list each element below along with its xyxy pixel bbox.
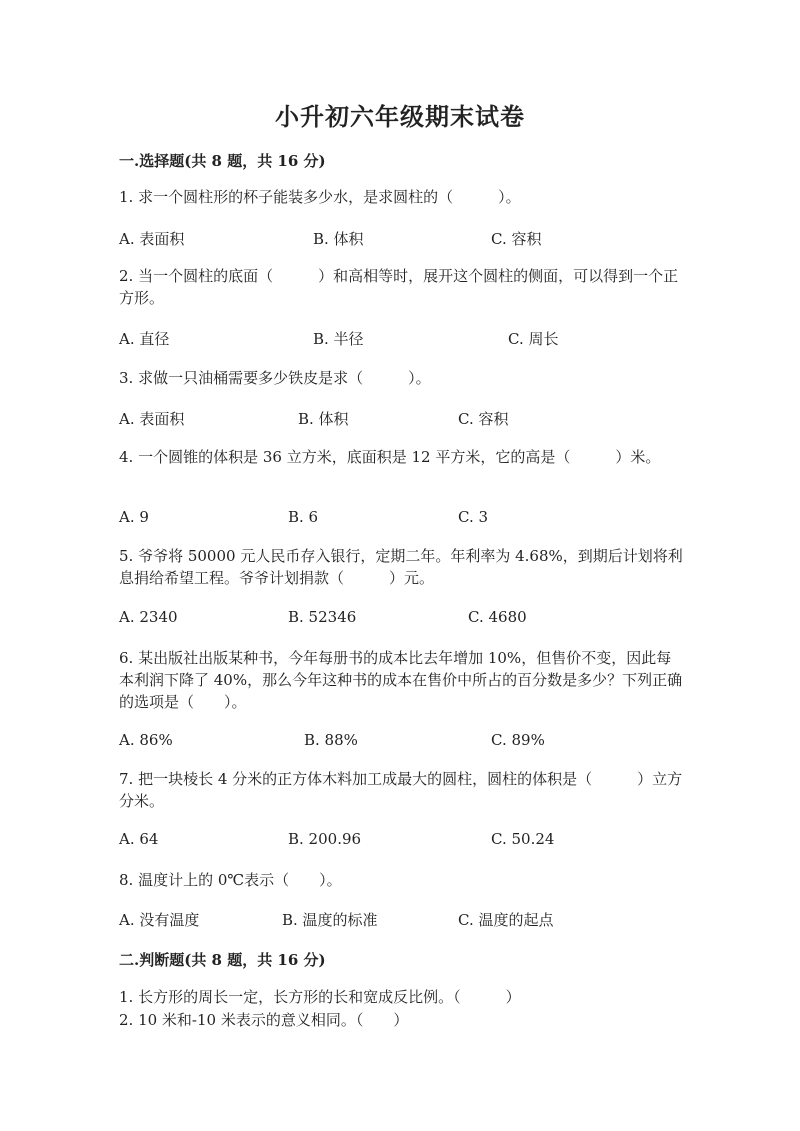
page-title: 小升初六年级期末试卷 bbox=[275, 102, 525, 131]
q2-option-a: A. 直径 bbox=[119, 330, 170, 348]
question-4: 4. 一个圆锥的体积是 36 立方米，底面积是 12 平方米，它的高是（ ）米。 bbox=[119, 448, 661, 466]
section-heading-judgement: 二.判断题(共 8 题，共 16 分) bbox=[119, 951, 326, 969]
q3-option-c: C. 容积 bbox=[458, 410, 509, 428]
q1-option-b: B. 体积 bbox=[313, 230, 364, 248]
question-3: 3. 求做一只油桶需要多少铁皮是求（ ）。 bbox=[119, 369, 431, 387]
judgement-question-1: 1. 长方形的周长一定，长方形的长和宽成反比例。（ ） bbox=[119, 988, 521, 1006]
section-heading-choice: 一.选择题(共 8 题，共 16 分) bbox=[119, 152, 326, 170]
q4-option-a: A. 9 bbox=[119, 508, 149, 526]
q8-option-b: B. 温度的标准 bbox=[282, 911, 378, 929]
q7-option-b: B. 200.96 bbox=[288, 830, 362, 848]
q5-option-c: C. 4680 bbox=[468, 608, 527, 626]
q6-option-a: A. 86% bbox=[119, 731, 173, 749]
q3-option-a: A. 表面积 bbox=[119, 410, 185, 428]
q6-option-c: C. 89% bbox=[491, 731, 545, 749]
q3-option-b: B. 体积 bbox=[298, 410, 349, 428]
q7-option-c: C. 50.24 bbox=[491, 830, 555, 848]
q1-option-a: A. 表面积 bbox=[119, 230, 185, 248]
q8-option-c: C. 温度的起点 bbox=[458, 911, 554, 929]
q5-option-a: A. 2340 bbox=[119, 608, 178, 626]
q4-option-c: C. 3 bbox=[458, 508, 489, 526]
q5-option-b: B. 52346 bbox=[288, 608, 357, 626]
q4-option-b: B. 6 bbox=[288, 508, 319, 526]
q6-option-b: B. 88% bbox=[304, 731, 358, 749]
q2-option-b: B. 半径 bbox=[313, 330, 364, 348]
q2-option-c: C. 周长 bbox=[508, 330, 559, 348]
question-2: 2. 当一个圆柱的底面（ ）和高相等时，展开这个圆柱的侧面，可以得到一个正方形。 bbox=[119, 267, 679, 307]
q8-option-a: A. 没有温度 bbox=[119, 911, 200, 929]
question-1: 1. 求一个圆柱形的杯子能装多少水，是求圆柱的（ ）。 bbox=[119, 188, 521, 206]
question-7: 7. 把一块棱长 4 分米的正方体木料加工成最大的圆柱，圆柱的体积是（ ）立方分米。 bbox=[119, 770, 683, 810]
q7-option-a: A. 64 bbox=[119, 830, 159, 848]
question-6: 6. 某出版社出版某种书，今年每册书的成本比去年增加 10%，但售价不变，因此每本利润下降了 40%，那么今年这种书的成本在售价中所占的百分数是多少？下列正确的选项是（ ）。 bbox=[119, 649, 683, 711]
question-8: 8. 温度计上的 0℃表示（ ）。 bbox=[119, 871, 342, 889]
q1-option-c: C. 容积 bbox=[491, 230, 542, 248]
question-5: 5. 爷爷将 50000 元人民币存入银行，定期二年。年利率为 4.68%，到期后计划将利息捐给希望工程。爷爷计划捐款（ ）元。 bbox=[119, 547, 683, 587]
judgement-question-2: 2. 10 米和-10 米表示的意义相同。（ ） bbox=[119, 1011, 409, 1029]
